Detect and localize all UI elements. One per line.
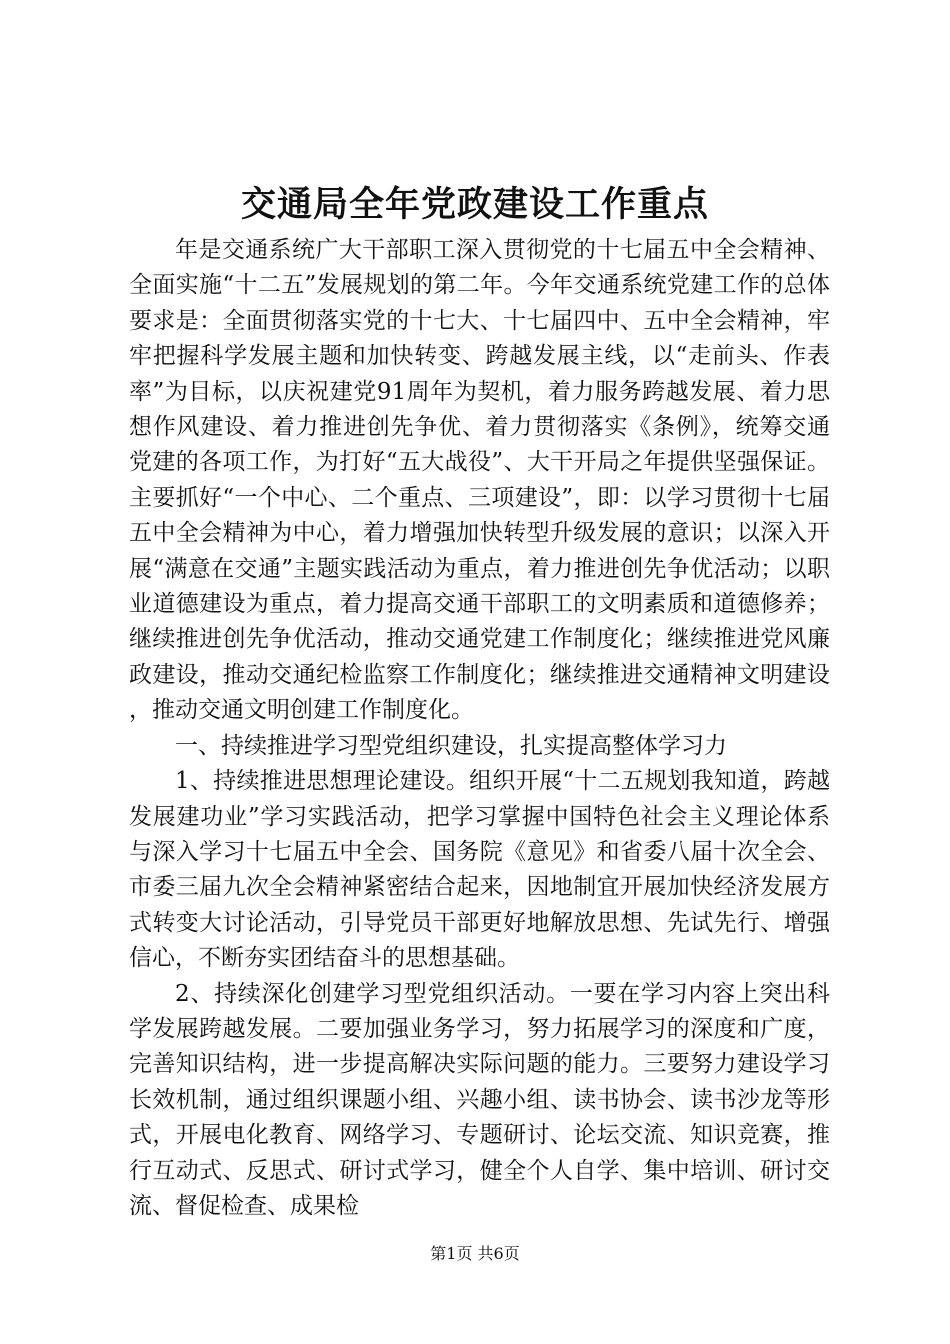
- section-heading-1: 一、持续推进学习型党组织建设，扎实提高整体学习力: [175, 732, 727, 759]
- document-title: 交通局全年党政建设工作重点: [240, 184, 709, 225]
- paragraph-item-2: 2、持续深化创建学习型党组织活动。一要在学习内容上突出科学发展跨越发展。二要加强业务学习，努力拓展学习的深度和广度，完善知识结构，进一步提高解决实际问题的能力。三要努力建设学习长效机制，通过组织课题小组、兴趣小组、读书协会、读书沙龙等形式，开展电化教育、网络学习、专题研讨、论坛交流、知识竞赛，推行互动式、反思式、研讨式学习，健全个人自学、集中培训、研讨交流、督促检查、成果检: [129, 980, 830, 1219]
- document-body: [129, 233, 830, 1224]
- paragraph-item-1: 1、持续推进思想理论建设。组织开展“十二五规划我知道，跨越发展建功业”学习实践活动，把学习掌握中国特色社会主义理论体系与深入学习十七届五中全会、国务院《意见》和省委八届十次全会、市委三届九次全会精神紧密结合起来，因地制宜开展加快经济发展方式转变大讨论活动，引导党员干部更好地解放思想、先试先行、增强信心，不断夯实团结奋斗的思想基础。: [129, 768, 830, 972]
- paragraph-intro: 年是交通系统广大干部职工深入贯彻党的十七届五中全会精神、全面实施“十二五”发展规划的第二年。今年交通系统党建工作的总体要求是：全面贯彻落实党的十七大、十七届四中、五中全会精神，牢牢把握科学发展主题和加快转变、跨越发展主线，以“走前头、作表率”为目标，以庆祝建党91周年为契机，着力服务跨越发展、着力思想作风建设、着力推进创先争优、着力贯彻落实《条例》，统筹交通党建的各项工作，为打好“五大战役”、大干开局之年提供坚强保证。主要抓好“一个中心、二个重点、三项建设”，即：以学习贯彻十七届五中全会精神为中心，着力增强加快转型升级发展的意识；以深入开展“满意在交通”主题实践活动为重点，着力推进创先争优活动；以职业道德建设为重点，着力提高交通干部职工的文明素质和道德修养；继续推进创先争优活动，推动交通党建工作制度化；继续推进党风廉政建设，推动交通纪检监察工作制度化；继续推进交通精神文明建设，推动交通文明创建工作制度化。: [129, 237, 830, 724]
- page-number-footer: 第1页 共6页: [430, 1244, 520, 1263]
